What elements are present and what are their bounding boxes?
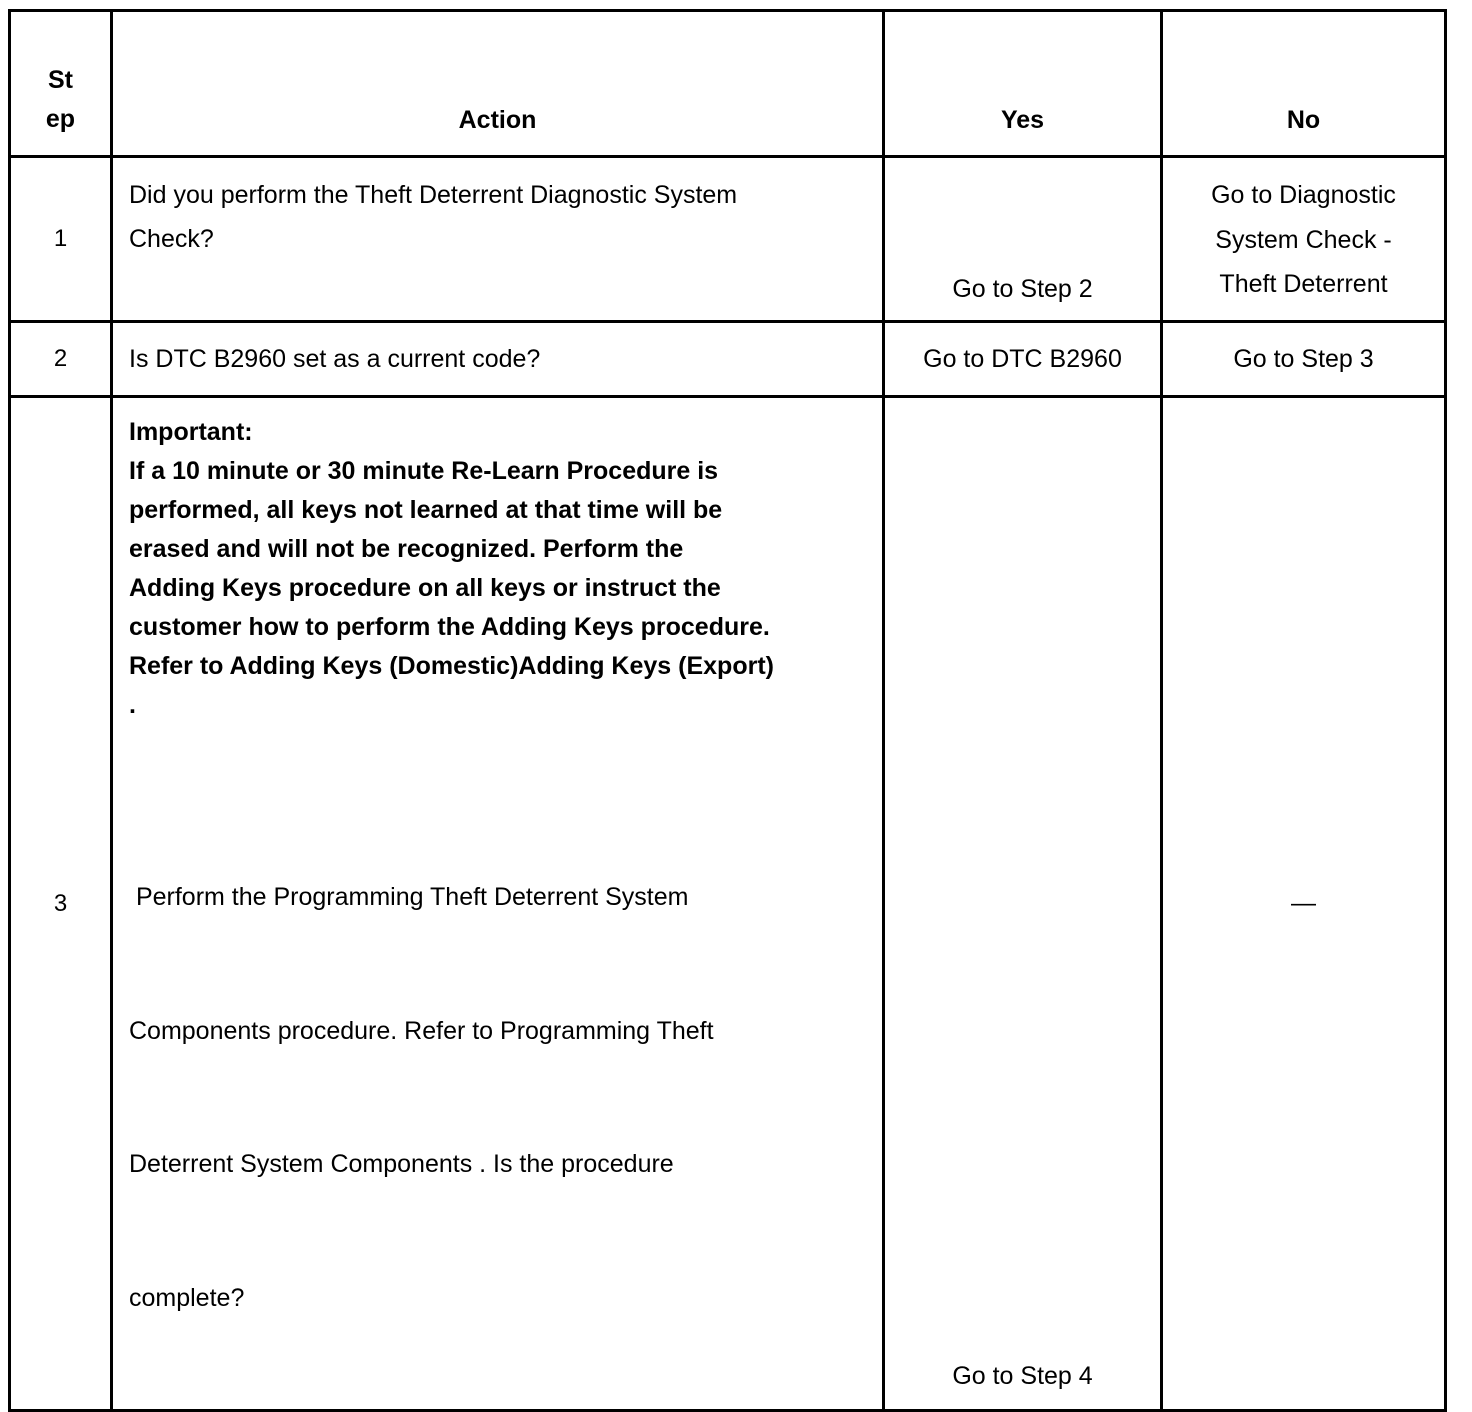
header-no: No	[1162, 11, 1446, 157]
no-line: Theft Deterrent	[1219, 270, 1388, 298]
important-line: Refer to Adding Keys (Domestic)Adding Keys (Export)	[129, 652, 774, 680]
important-line: customer how to perform the Adding Keys procedure.	[129, 613, 770, 641]
important-line: .	[129, 691, 136, 719]
table-row	[10, 397, 1446, 1411]
yes-text: Go to Step 2	[952, 275, 1093, 303]
action-line: Deterrent System Components . Is the procedure	[129, 1150, 674, 1178]
no-cell: —	[1162, 397, 1446, 1411]
action-cell	[112, 157, 884, 322]
table-row	[10, 322, 1446, 397]
important-label: Important:	[129, 418, 253, 446]
action-line: complete?	[129, 1283, 245, 1312]
action-line: Did you perform the Theft Deterrent Diagnostic System	[129, 181, 738, 209]
action-text	[129, 786, 872, 1409]
important-line: performed, all keys not learned at that time will be	[129, 496, 723, 524]
table-row	[10, 157, 1446, 322]
yes-text: Go to Step 4	[952, 1362, 1093, 1390]
important-line: Adding Keys procedure on all keys or instruct the	[129, 574, 721, 602]
header-yes: Yes	[884, 11, 1162, 157]
no-cell	[1162, 157, 1446, 322]
important-note	[129, 398, 872, 725]
header-step	[10, 11, 112, 157]
no-cell: Go to Step 3	[1162, 322, 1446, 397]
header-action: Action	[112, 11, 884, 157]
action-cell	[112, 397, 884, 1411]
yes-cell	[884, 397, 1162, 1411]
important-line: If a 10 minute or 30 minute Re-Learn Procedure is	[129, 457, 719, 485]
action-cell: Is DTC B2960 set as a current code?	[112, 322, 884, 397]
step-number: 2	[10, 322, 112, 397]
action-line: Components procedure. Refer to Programming Theft	[129, 1016, 714, 1045]
header-step-line1: St	[48, 66, 73, 94]
step-number: 1	[10, 157, 112, 322]
header-step-line2: ep	[45, 105, 76, 133]
diagnostic-table	[8, 9, 1447, 1412]
no-line: System Check -	[1215, 225, 1392, 254]
no-line: Go to Diagnostic	[1211, 181, 1396, 209]
action-line: Check?	[129, 225, 214, 253]
step-number: 3	[10, 397, 112, 1411]
yes-cell: Go to DTC B2960	[884, 322, 1162, 397]
header-row	[10, 11, 1446, 157]
yes-cell	[884, 157, 1162, 322]
important-line: erased and will not be recognized. Perform the	[129, 535, 684, 563]
action-line: Perform the Programming Theft Deterrent System	[129, 883, 689, 911]
